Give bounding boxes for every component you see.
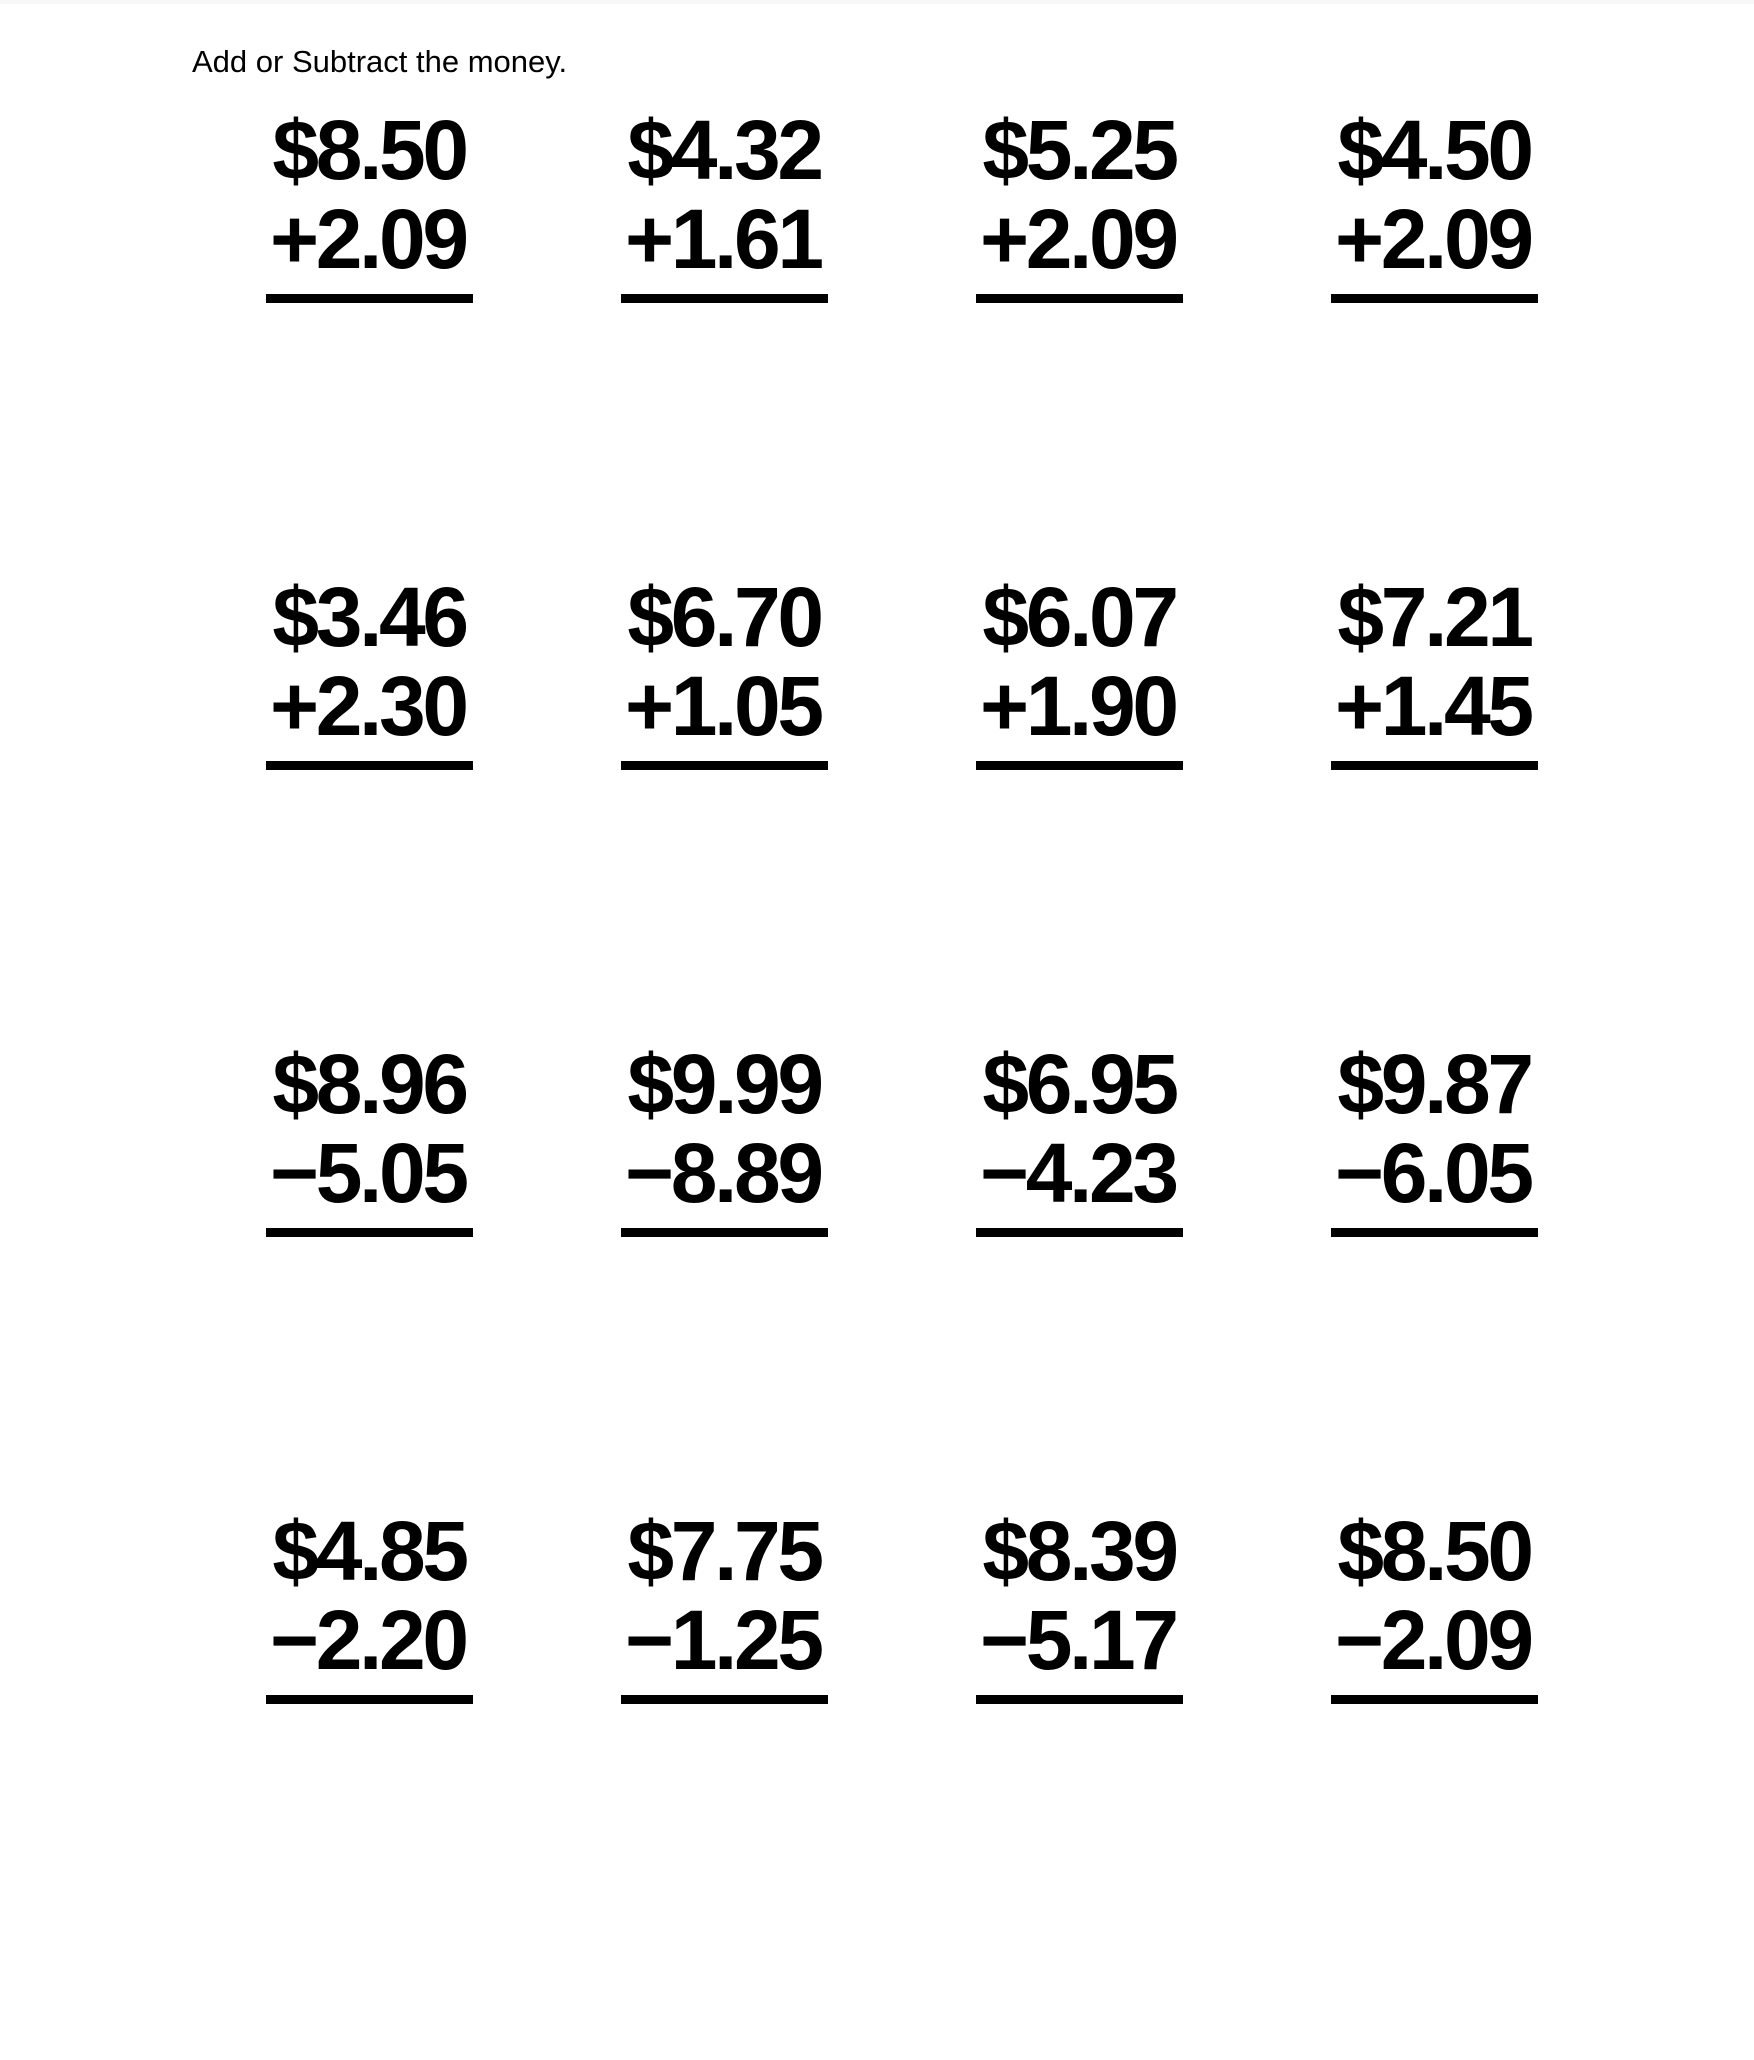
problem-top-value: $6.70 [627, 570, 821, 664]
problem-bottom-value: 2.20 [315, 1593, 466, 1688]
money-problem [266, 1504, 473, 1704]
operator-sign: − [980, 1593, 1026, 1688]
problem-bottom-value: 2.09 [1380, 192, 1531, 287]
page-top-edge [0, 0, 1754, 4]
problem-bottom-row [980, 1126, 1176, 1221]
operator-sign: + [270, 659, 316, 754]
problem-bottom-value: 4.23 [1025, 1126, 1176, 1221]
problem-bottom-row [980, 192, 1176, 287]
problem-bottom-value: 8.89 [670, 1126, 821, 1221]
operator-sign: + [625, 192, 671, 287]
operator-sign: − [270, 1126, 316, 1221]
problem-top-value: $6.07 [982, 570, 1176, 664]
problem-bottom-value: 1.05 [670, 659, 821, 754]
money-problem [976, 1504, 1183, 1704]
operator-sign: + [1335, 659, 1381, 754]
problem-bottom-row [625, 1593, 821, 1688]
problem-top-value: $4.50 [1337, 103, 1531, 197]
problem-bottom-row [1335, 192, 1531, 287]
problem-top-value: $7.21 [1337, 570, 1531, 664]
problem-top-value: $3.46 [272, 570, 466, 664]
problem-bottom-value: 2.09 [1380, 1593, 1531, 1688]
operator-sign: − [1335, 1126, 1381, 1221]
problem-bottom-row [625, 192, 821, 287]
operator-sign: − [625, 1593, 671, 1688]
problem-bottom-value: 1.90 [1025, 659, 1176, 754]
operator-sign: + [270, 192, 316, 287]
money-problem [621, 570, 828, 770]
operator-sign: − [1335, 1593, 1381, 1688]
problems-grid [266, 103, 1686, 1974]
money-problem [266, 103, 473, 303]
problem-top-value: $9.99 [627, 1037, 821, 1131]
money-problem [1331, 1037, 1538, 1237]
problem-bottom-value: 2.09 [1025, 192, 1176, 287]
problem-top-value: $8.50 [272, 103, 466, 197]
problem-top-value: $4.85 [272, 1504, 466, 1598]
operator-sign: − [980, 1126, 1026, 1221]
problem-bottom-row [270, 659, 466, 754]
problem-bottom-row [625, 1126, 821, 1221]
problem-bottom-value: 2.09 [315, 192, 466, 287]
money-problem [1331, 103, 1538, 303]
money-problem [976, 570, 1183, 770]
problem-bottom-value: 6.05 [1380, 1126, 1531, 1221]
problem-bottom-row [1335, 1593, 1531, 1688]
problem-bottom-row [270, 1126, 466, 1221]
money-problem [1331, 1504, 1538, 1704]
money-problem [266, 1037, 473, 1237]
problem-bottom-value: 1.25 [670, 1593, 821, 1688]
problem-bottom-value: 2.30 [315, 659, 466, 754]
problem-top-value: $9.87 [1337, 1037, 1531, 1131]
problem-top-value: $6.95 [982, 1037, 1176, 1131]
problem-bottom-value: 5.17 [1025, 1593, 1176, 1688]
problem-top-value: $8.39 [982, 1504, 1176, 1598]
problem-top-value: $8.50 [1337, 1504, 1531, 1598]
money-problem [621, 103, 828, 303]
operator-sign: + [1335, 192, 1381, 287]
operator-sign: + [980, 192, 1026, 287]
worksheet-instructions: Add or Subtract the money. [192, 44, 568, 79]
money-problem [266, 570, 473, 770]
problem-top-value: $5.25 [982, 103, 1176, 197]
problem-bottom-row [1335, 1126, 1531, 1221]
problem-bottom-row [270, 1593, 466, 1688]
problem-bottom-row [625, 659, 821, 754]
money-problem [621, 1037, 828, 1237]
problem-bottom-row [270, 192, 466, 287]
problem-bottom-row [980, 659, 1176, 754]
operator-sign: + [625, 659, 671, 754]
problem-bottom-row [1335, 659, 1531, 754]
problem-top-value: $7.75 [627, 1504, 821, 1598]
money-problem [976, 103, 1183, 303]
operator-sign: − [625, 1126, 671, 1221]
operator-sign: − [270, 1593, 316, 1688]
money-problem [976, 1037, 1183, 1237]
operator-sign: + [980, 659, 1026, 754]
money-problem [621, 1504, 828, 1704]
problem-bottom-row [980, 1593, 1176, 1688]
money-problem [1331, 570, 1538, 770]
problem-top-value: $8.96 [272, 1037, 466, 1131]
problem-bottom-value: 5.05 [315, 1126, 466, 1221]
problem-bottom-value: 1.61 [670, 192, 821, 287]
problem-top-value: $4.32 [627, 103, 821, 197]
problem-bottom-value: 1.45 [1380, 659, 1531, 754]
